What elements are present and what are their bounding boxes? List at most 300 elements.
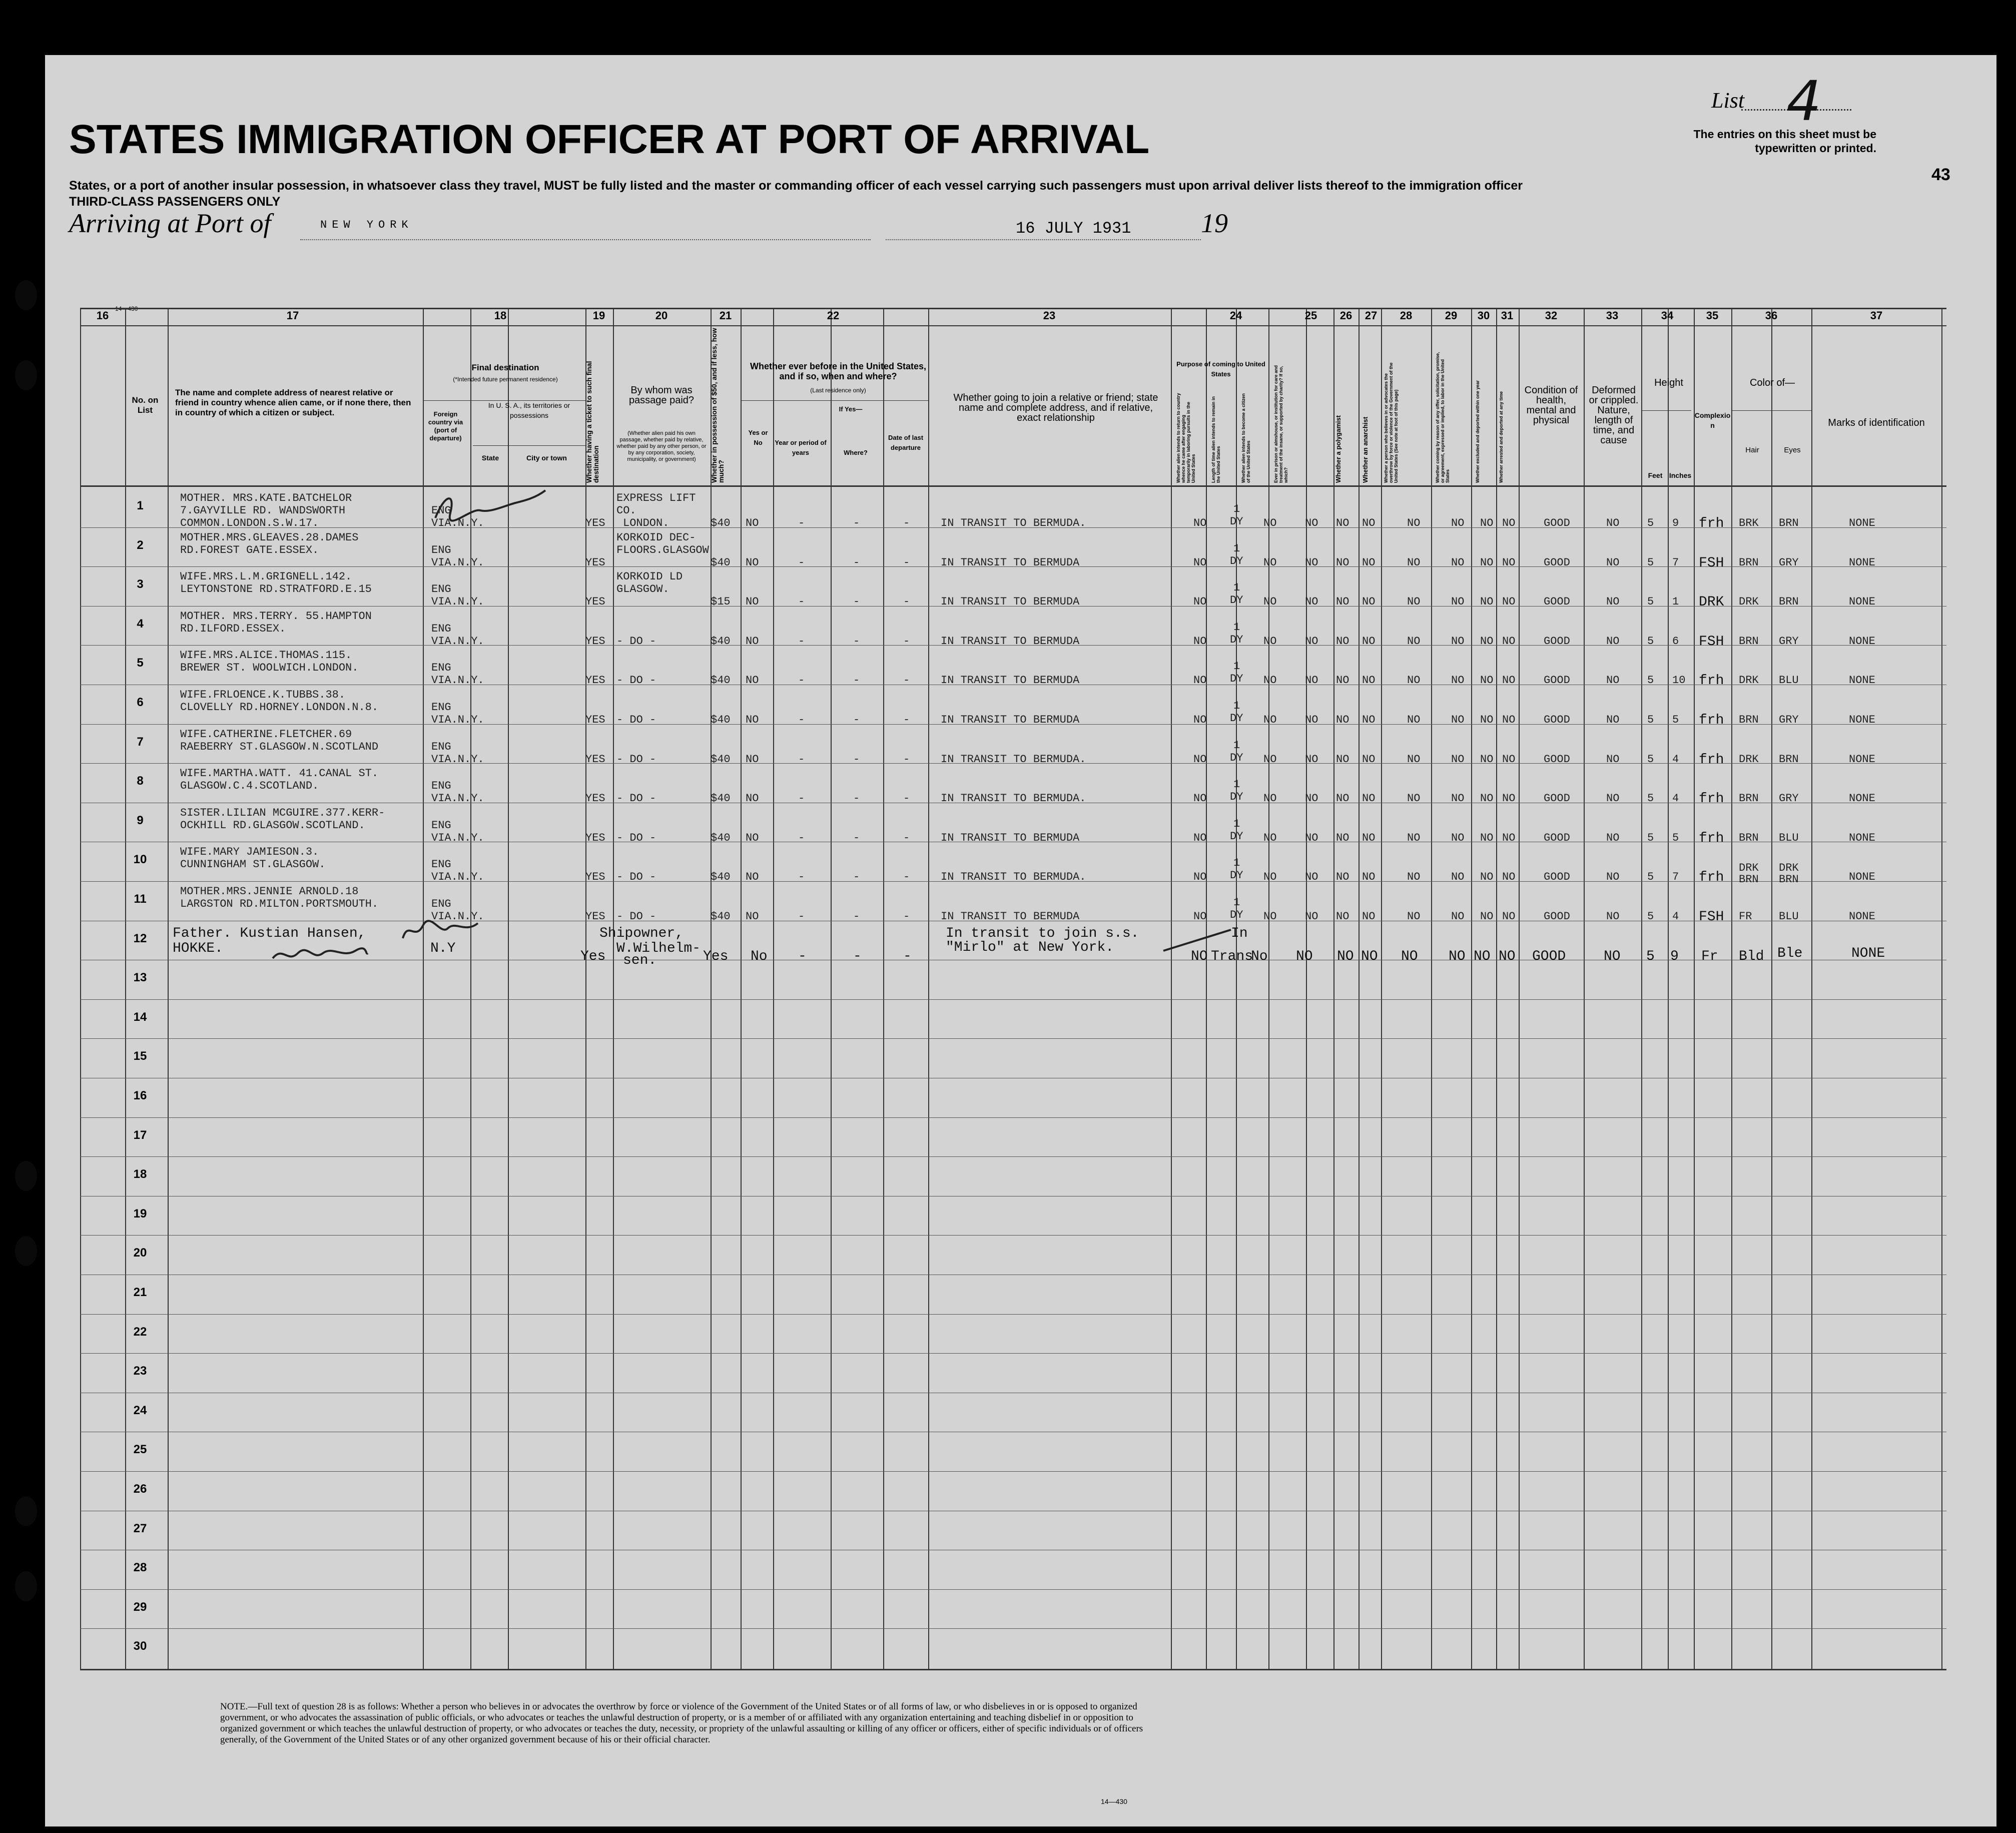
inches: 4 [1672,753,1679,766]
punch-hole [15,280,37,310]
years: - [798,714,805,726]
hair: DRK [1739,753,1759,766]
eyes: GRY [1779,792,1799,805]
deformed: NO [1606,595,1620,608]
polygamist: NO [1336,674,1350,687]
length-stay: DY [1230,673,1243,686]
foreign-country: ENG [431,898,451,910]
row-number: 17 [133,1128,147,1142]
money: $15 [711,595,731,608]
typewritten-note: The entries on this sheet must be typewritten or printed. [1693,128,1876,155]
column-number: 36 [1765,309,1778,322]
header-health: Condition of health, mental and physical [1524,385,1578,426]
column-number: 34 [1661,309,1674,322]
anarchist: NO [1362,792,1376,805]
length-stay: DY [1230,554,1243,567]
subheader-rule [1641,410,1691,411]
header-money: Whether in possession of $50, and if less, how much? [710,328,725,483]
relative-address: COMMON.LONDON.S.W.17. [180,517,319,529]
passage-paid: LONDON. [623,517,669,529]
subtitle [69,178,1523,210]
passage-paid: - DO - [616,792,656,805]
column-rule [883,308,884,1670]
joining: IN TRANSIT TO BERMUDA [941,556,1080,569]
years: - [798,753,805,766]
header-if-yes: If Yes— [839,405,863,413]
years: - [798,871,805,884]
column-number: 30 [1477,309,1490,322]
health: GOOD [1544,635,1570,648]
column-rule [1359,308,1360,1670]
money: $40 [711,871,731,884]
hair: BRK [1739,517,1759,529]
complexion: DRK [1699,594,1724,610]
joining: IN TRANSIT TO BERMUDA [941,595,1080,608]
citizen-intent: NO [1263,910,1277,923]
labor-offer: NO [1451,792,1465,805]
citizen-intent: No [1251,948,1268,964]
row-number: 13 [133,971,147,985]
joining: IN TRANSIT TO BERMUDA. [941,753,1086,766]
third-class-label: THIRD-CLASS PASSENGERS ONLY [69,195,281,209]
eyes: GRY [1779,635,1799,648]
row-rule [80,1038,1946,1039]
overthrow: NO [1407,556,1421,569]
footnote-question-28: NOTE.—Full text of question 28 is as follows: Whether a person who believes in or advocates the overthrow by force or violence of the Government of the United States or of all forms of law, or who disbelieves in or is opposed to organized government, or who advocates the assassination of public officials, or who advocates or teaches the unlawful destruction of property, or is a member of or affiliated with any organization entertaining and teaching disbelief in or opposition to organized government or which teaches the unlawful destruction of property, or who advocates or teaches the duty, necessity, or propriety of the unlawful assaulting or killing of any officer or officers, either of specific individuals or of officers generally, of the Government of the United States or of any other organized government because of his or their official character. [220,1701,1143,1745]
arrested: NO [1502,556,1516,569]
ticket: YES [585,871,605,884]
joining: IN TRANSIT TO BERMUDA. [941,517,1086,529]
anarchist: NO [1362,714,1376,726]
row-number: 8 [137,774,144,788]
ticket: YES [585,714,605,726]
prison: NO [1305,517,1318,529]
anarchist: NO [1361,948,1378,964]
return-intent: NO [1193,714,1207,726]
eyes: GRY [1779,556,1799,569]
passage-paid: - DO - [616,871,656,884]
labor-offer: NO [1451,595,1465,608]
column-rule [1496,308,1497,1670]
ticket: Yes [580,948,606,964]
joining: "Mirlo" at New York. [946,939,1114,955]
deformed: NO [1606,714,1620,726]
passage-paid: KORKOID DEC- [616,531,696,544]
passage-paid: - DO - [616,674,656,687]
ever-before: NO [746,556,759,569]
arrested: NO [1502,871,1516,884]
money: $40 [711,792,731,805]
header-feet: Feet [1648,471,1663,479]
ticket: YES [585,910,605,923]
header-arrested: Whether arrested and deported at any time [1499,391,1504,483]
anarchist: NO [1362,635,1376,648]
health: GOOD [1544,517,1570,529]
relative-address: BREWER ST. WOOLWICH.LONDON. [180,662,359,675]
feet: 5 [1647,517,1654,529]
inches: 10 [1672,674,1686,687]
arrested: NO [1502,714,1516,726]
ever-before: NO [746,831,759,844]
header-overthrow: Whether a person who believes in or advocates the overthrow by force or violence of the Government of the United States (See note at foot of this page) [1384,362,1399,483]
last-departure: - [903,714,910,726]
row-number: 21 [133,1286,147,1299]
hair: DRK [1739,674,1759,687]
hair: BRN [1739,556,1759,569]
years: - [798,517,805,529]
where: - [853,831,860,844]
column-rule [1668,308,1669,1670]
column-number: 27 [1365,309,1378,322]
health: GOOD [1544,831,1570,844]
length-stay: 1 [1233,896,1240,909]
inches: 9 [1672,517,1679,529]
complexion: FSH [1699,909,1724,925]
deformed: NO [1606,635,1620,648]
feet: 5 [1647,910,1654,923]
passage-paid: Shipowner, [599,925,684,941]
identification-marks: NONE [1849,595,1875,608]
last-departure: - [903,753,910,766]
money: $40 [711,517,731,529]
port-via: VIA.N.Y. [431,595,484,608]
port-via: N.Y [430,940,456,956]
overthrow: NO [1407,517,1421,529]
column-number: 37 [1870,309,1883,322]
complexion: frh [1699,516,1724,531]
last-departure: - [903,792,910,805]
column-rule [80,308,81,1670]
prison: NO [1305,674,1318,687]
row-number: 5 [137,656,144,670]
health: GOOD [1544,595,1570,608]
feet: 5 [1646,948,1655,964]
header-years: Year or period of years [775,439,827,456]
health: GOOD [1544,871,1570,884]
column-number: 24 [1229,309,1242,322]
complexion: frh [1699,791,1724,807]
column-rule [1731,308,1732,1670]
header-prison: Ever in prison or almshouse, or institution for care and treatment of the insane, or supported by charity? If so, which? [1273,365,1288,483]
inches: 7 [1672,871,1679,884]
labor-offer: NO [1451,753,1465,766]
return-intent: NO [1193,674,1207,687]
return-intent: NO [1193,753,1207,766]
deformed: NO [1606,871,1620,884]
health: GOOD [1544,714,1570,726]
years: - [798,792,805,805]
money: $40 [711,831,731,844]
hair: BRN [1739,873,1759,886]
length-stay: DY [1230,751,1243,764]
complexion: frh [1699,713,1724,728]
foreign-country: ENG [431,583,451,596]
relative-name: MOTHER.MRS.JENNIE ARNOLD.18 [180,885,359,898]
inches: 4 [1672,792,1679,805]
anarchist: NO [1362,871,1376,884]
health: GOOD [1544,910,1570,923]
ticket: YES [585,753,605,766]
years: - [798,674,805,687]
header-purpose: Purpose of coming to United States [1176,360,1265,378]
column-rule [1431,308,1432,1670]
list-label: List [1711,88,1745,113]
header-state: State [481,454,499,462]
joining: IN TRANSIT TO BERMUDA [941,714,1080,726]
inches: 6 [1672,635,1679,648]
eyes: BRN [1779,753,1799,766]
row-number: 10 [133,853,147,867]
port-via: VIA.N.Y. [431,792,484,805]
column-rule [711,308,712,1670]
return-intent: NO [1193,556,1207,569]
eyes: BRN [1779,517,1799,529]
inches: 9 [1670,948,1679,964]
complexion: FSH [1699,555,1724,571]
column-number: 16 [96,309,109,322]
polygamist: NO [1336,753,1350,766]
arriving-label: Arriving at Port of [69,208,271,238]
years: - [798,635,805,648]
hair: FR [1739,910,1752,923]
column-rule [773,308,774,1670]
polygamist: NO [1336,714,1350,726]
foreign-country: ENG [431,662,451,675]
length-stay: DY [1230,909,1243,921]
header-bottom-rule [80,485,1946,487]
foreign-country: ENG [431,858,451,871]
excluded: NO [1480,635,1494,648]
last-departure: - [903,948,912,964]
where: - [853,948,862,964]
column-rule [1268,308,1269,1670]
prison: NO [1305,871,1318,884]
deformed: NO [1606,792,1620,805]
overthrow: NO [1407,792,1421,805]
port-via: VIA.N.Y. [431,556,484,569]
overthrow: NO [1407,831,1421,844]
return-intent: NO [1193,595,1207,608]
column-number: 17 [286,309,299,322]
relative-address: HOKKE. [173,940,223,956]
health: GOOD [1544,792,1570,805]
length-stay: In [1231,925,1248,941]
inches: 4 [1672,910,1679,923]
prison: NO [1305,753,1318,766]
eyes: BRN [1779,595,1799,608]
last-departure: - [903,635,910,648]
arrival-date: 16 JULY 1931 [1016,219,1131,238]
subheader-rule [741,400,928,401]
feet: 5 [1647,831,1654,844]
header-passage-paid: By whom was passage paid? [628,385,695,406]
hair: BRN [1739,635,1759,648]
page-title: STATES IMMIGRATION OFFICER AT PORT OF ARRIVAL [69,117,1150,162]
column-rule [1694,308,1695,1670]
arrested: NO [1502,753,1516,766]
year-label: 19 [1201,208,1228,238]
excluded: NO [1480,595,1494,608]
joining: IN TRANSIT TO BERMUDA [941,674,1080,687]
column-rule [613,308,614,1670]
polygamist: NO [1336,635,1350,648]
ever-before: NO [746,595,759,608]
years: - [798,831,805,844]
column-number: 28 [1400,309,1413,322]
ever-before: NO [746,871,759,884]
header-complexion: Complexion [1694,411,1731,429]
last-departure: - [903,595,910,608]
column-number: 20 [655,309,668,322]
return-intent: NO [1193,831,1207,844]
ever-before: No [751,948,768,964]
relative-name: WIFE.MRS.L.M.GRIGNELL.142. [180,570,352,583]
column-number: 19 [592,309,605,322]
arrested: NO [1502,792,1516,805]
identification-marks: NONE [1849,714,1875,726]
length-stay: 1 [1233,621,1240,634]
length-stay: 1 [1233,542,1240,555]
header-passage-paid-sub: (Whether alien paid his own passage, whether paid by relative, whether paid by any other person, or by any corporation, society, municipality, or government) [616,430,707,462]
column-number: 23 [1043,309,1056,322]
subheader-rule [1731,410,1811,411]
last-departure: - [903,910,910,923]
feet: 5 [1647,753,1654,766]
polygamist: NO [1336,792,1350,805]
column-rule [1771,308,1772,1670]
column-number: 18 [494,309,507,322]
row-number: 12 [133,931,147,945]
row-rule [80,999,1946,1000]
passage-paid: CO. [616,504,636,517]
identification-marks: NONE [1849,871,1875,884]
passage-paid: FLOORS.GLASGOW [616,543,709,556]
complexion: frh [1699,870,1724,886]
relative-address: CUNNINGHAM ST.GLASGOW. [180,858,326,871]
years: - [798,556,805,569]
labor-offer: NO [1451,871,1465,884]
ticket: YES [585,674,605,687]
row-number: 14 [133,1010,147,1024]
row-rule [80,1353,1946,1354]
port-value: NEW YORK [320,219,413,231]
length-stay: DY [1230,712,1243,725]
ever-before: NO [746,635,759,648]
table-bottom-rule [80,1669,1946,1670]
relative-address: LEYTONSTONE RD.STRATFORD.E.15 [180,583,372,596]
relative-name: WIFE.FRLOENCE.K.TUBBS.38. [180,689,346,701]
polygamist: NO [1336,831,1350,844]
column-number: 33 [1606,309,1619,322]
form-code-bottom: 14—430 [1101,1797,1127,1805]
port-via: VIA.N.Y. [431,910,484,923]
header-hair: Hair [1745,446,1759,454]
identification-marks: NONE [1849,556,1875,569]
row-rule [80,1235,1946,1236]
column-rule [1306,308,1307,1670]
feet: 5 [1647,674,1654,687]
passage-paid: - DO - [616,635,656,648]
row-number: 24 [133,1403,147,1417]
punch-hole [15,360,37,390]
feet: 5 [1647,714,1654,726]
inches: 7 [1672,556,1679,569]
sheet-number: 43 [1931,165,1950,184]
row-rule [80,1117,1946,1118]
column-rule [928,308,929,1670]
overthrow: NO [1407,674,1421,687]
relative-address: LARGSTON RD.MILTON.PORTSMOUTH. [180,898,379,910]
citizen-intent: NO [1263,792,1277,805]
column-number: 35 [1706,309,1719,322]
prison: NO [1305,910,1318,923]
passage-paid: - DO - [616,714,656,726]
passage-paid: sen. [623,952,657,968]
labor-offer: NO [1449,948,1466,964]
years: - [798,948,807,964]
length-stay: 1 [1233,700,1240,712]
column-rule [1584,308,1585,1670]
row-rule [80,1471,1946,1472]
column-number: 26 [1339,309,1353,322]
header-citizen-intent: Whether alien intends to become a citizen of the United States [1241,393,1251,483]
eyes: GRY [1779,714,1799,726]
port-via: VIA.N.Y. [431,871,484,884]
overthrow: NO [1401,948,1418,964]
polygamist: NO [1336,517,1350,529]
header-inches: Inches [1669,471,1692,479]
health: GOOD [1544,753,1570,766]
deformed: NO [1606,831,1620,844]
row-number: 30 [133,1639,147,1653]
joining: IN TRANSIT TO BERMUDA [941,831,1080,844]
citizen-intent: NO [1263,517,1277,529]
years: - [798,910,805,923]
where: - [853,910,860,923]
anarchist: NO [1362,674,1376,687]
citizen-intent: NO [1263,871,1277,884]
row-rule [80,1628,1946,1629]
passage-paid: - DO - [616,910,656,923]
last-departure: - [903,831,910,844]
length-stay: DY [1230,869,1243,882]
health: GOOD [1544,674,1570,687]
foreign-country: ENG [431,740,451,753]
length-stay: 1 [1233,660,1240,673]
citizen-intent: NO [1263,595,1277,608]
column-rule [1381,308,1382,1670]
citizen-intent: NO [1263,831,1277,844]
money: $40 [711,910,731,923]
arrested: NO [1499,948,1516,964]
hair: BRN [1739,714,1759,726]
header-eyes: Eyes [1784,446,1801,454]
header-anarchist: Whether an anarchist [1362,416,1369,483]
anarchist: NO [1362,753,1376,766]
money: $40 [711,556,731,569]
header-return-intent: Whether alien intends to return to country whence he came after engaging temporarily in laboring pursuits in the United States [1176,393,1196,483]
header-ever-before: Whether ever before in the United States, and if so, when and where? [750,361,927,381]
punch-hole [15,1161,37,1191]
relative-name: WIFE.MRS.ALICE.THOMAS.115. [180,649,352,662]
column-rule [831,308,832,1670]
column-number: 22 [827,309,840,322]
date-underline [886,239,1201,240]
return-intent: NO [1193,517,1207,529]
complexion: frh [1699,830,1724,846]
header-final-destination-sub: (*Intended future permanent residence) [453,376,558,383]
list-number: 4 [1786,69,1821,133]
